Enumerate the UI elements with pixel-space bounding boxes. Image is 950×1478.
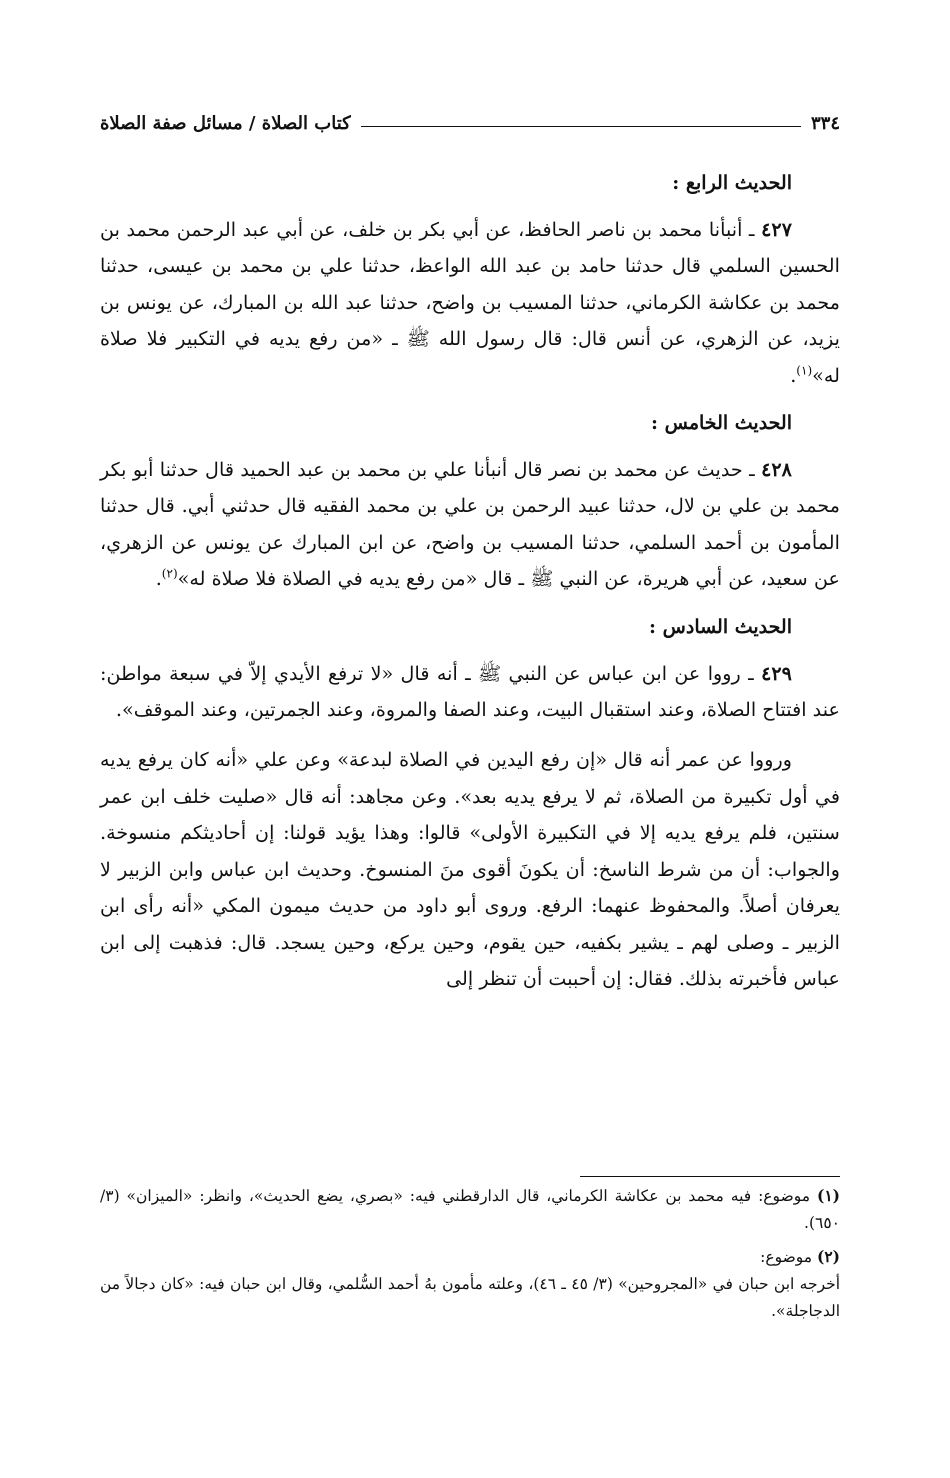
header-rule: [361, 126, 801, 127]
hadith-number: ٤٢٩: [761, 661, 792, 685]
hadith-number: ٤٢٨: [761, 458, 792, 482]
section-heading-6: الحديث السادس :: [649, 615, 792, 638]
hadith-text: ـ أنبأنا محمد بن ناصر الحافظ، عن أبي بكر بن خلف، عن أبي عبد الرحمن محمد بن الحسين السلمي قال حدثنا حامد بن عبد الله الواعظ، حدثنا علي بن محمد بن عيسى، حدثنا محمد بن عكاشة الكرماني، حدثنا المسيب بن واضح، حدثنا عبد الله بن المبارك، عن يونس بن يزيد، عن الزهري، عن أنس قال: قال رسول الله ﷺ ـ «من رفع يديه في التكبير فلا صلاة له»: [100, 218, 840, 387]
footnote-2: [100, 1243, 840, 1271]
hadith-number: ٤٢٧: [761, 218, 792, 241]
hadith-428: [100, 452, 840, 598]
footnote-2-continuation: أخرجه ابن حبان في «المجروحين» (٣/ ٤٥ ـ ٤٦)، وعلته مأمون بهُ أحمد السُّلمي، وقال ابن حبان فيه: «كان دجالاً من الدجاجلة».: [100, 1275, 841, 1320]
hadith-end: .: [790, 363, 797, 387]
closing-paragraph: ورووا عن عمر أنه قال «إن رفع اليدين في الصلاة لبدعة» وعن علي «أنه كان يرفع يديه في أول تكبيرة من الصلاة، ثم لا يرفع يديه بعد». وعن مجاهد: أنه قال «صليت خلف ابن عمر سنتين، فلم يرفع يديه إلا في التكبيرة الأولى» قالوا: وهذا يؤيد قولنا: إن أحاديثكم منسوخة. والجواب: أن من شرط الناسخ: أن يكونَ أقوى منَ المنسوخ. وحديث ابن عباس وابن الزبير لا يعرفان أصلاً. والمحفوظ عنهما: الرفع. وروى أبو داود من حديث ميمون المكي «أنه رأى ابن الزبير ـ وصلى لهم ـ يشير بكفيه، حين يقوم، وحين يركع، وحين يسجد. قال: فذهبت إلى ابن عباس فأخبرته بذلك. فقال: إن أحببت أن تنظر إلى: [100, 748, 840, 990]
footnote-ref-2[interactable]: (٢): [161, 566, 178, 581]
hadith-text: ـ حديث عن محمد بن نصر قال أنبأنا علي بن محمد بن عبد الحميد قال حدثنا أبو بكر محمد بن علي بن لال، حدثنا عبيد الرحمن بن علي بن محمد الفقيه قال حدثني أبي. قال حدثنا المأمون بن أحمد السلمي، حدثنا المسيب بن واضح، عن ابن المبارك عن يونس عن الزهري، عن سعيد، عن أبي هريرة، عن النبي ﷺ ـ قال «من رفع يديه في الصلاة فلا صلاة له»: [100, 458, 840, 591]
hadith-text: ـ رووا عن ابن عباس عن النبي ﷺ ـ أنه قال «لا ترفع الأيدي إلاّ في سبعة مواطن: عند افتتاح الصلاة، وعند استقبال البيت، وعند الصفا والمروة، وعند الجمرتين، وعند الموقف».: [100, 661, 840, 722]
chapter-title: كتاب الصلاة / مسائل صفة الصلاة: [100, 113, 351, 134]
footnotes: [100, 1182, 840, 1325]
section-heading-5: الحديث الخامس :: [650, 412, 792, 435]
footnote-number: (١): [816, 1186, 840, 1205]
hadith-429: [100, 656, 840, 729]
section-heading-4: الحديث الرابع :: [672, 172, 792, 194]
footnote-1: [100, 1182, 840, 1237]
book-page: [100, 100, 840, 997]
page-number: ٣٣٤: [810, 113, 840, 134]
hadith-end: .: [155, 567, 162, 591]
footnote-number: (٢): [816, 1247, 840, 1266]
hadith-427: [100, 212, 840, 394]
footnote-text: موضوع: فيه محمد بن عكاشة الكرماني، قال الدارقطني فيه: «بصري، يضع الحديث»، وانظر: «الميزان» (٣/ ٦٥٠).: [100, 1187, 840, 1232]
footnote-text: موضوع:: [760, 1248, 813, 1266]
footnote-separator: [580, 1176, 840, 1177]
footnote-ref-1[interactable]: (١): [796, 363, 813, 378]
running-header: [100, 100, 840, 134]
